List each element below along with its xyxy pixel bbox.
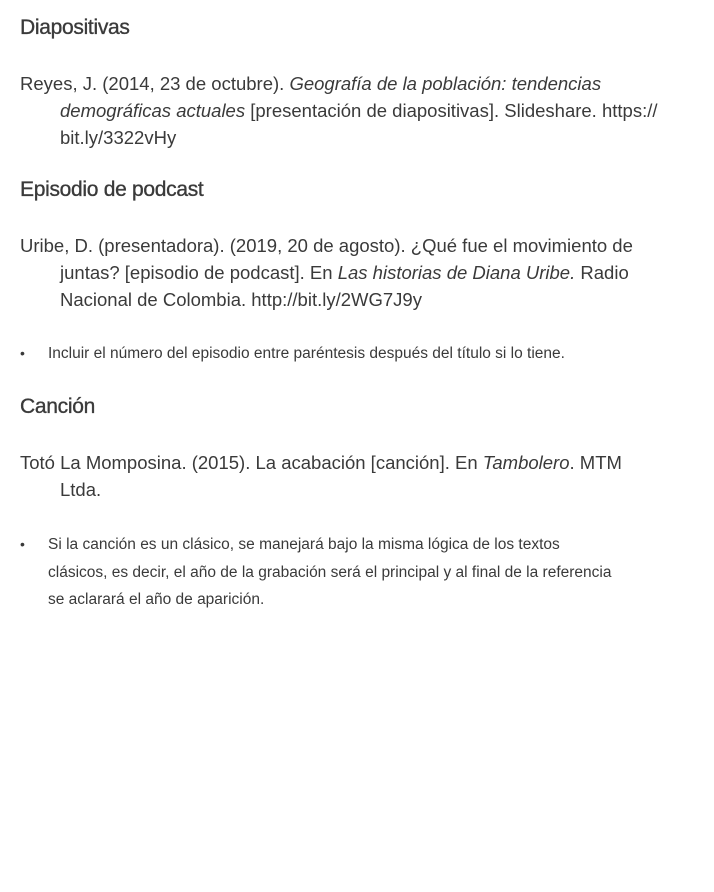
reference-text: Reyes, J. (2014, 23 de octubre). xyxy=(20,73,290,94)
reference-title-italic: Las historias de Diana Uribe. xyxy=(337,262,576,283)
reference-title-italic: demográficas actuales xyxy=(60,100,246,121)
section-heading-diapositivas: Diapositivas xyxy=(20,16,130,39)
reference-title-italic: Tambolero xyxy=(482,452,570,473)
bullet-line: clásicos, es decir, el año de la grabación será el principal y al final de la referencia xyxy=(48,563,612,581)
reference-line xyxy=(20,232,710,259)
reference-text: [presentación de diapositivas]. Slideshare. https:// xyxy=(245,100,658,121)
reference-text: Ltda. xyxy=(60,479,102,500)
reference-line xyxy=(20,449,710,476)
reference-line xyxy=(20,259,710,286)
reference-line xyxy=(20,476,710,503)
bullet-icon: • xyxy=(20,536,25,552)
reference-diapositivas xyxy=(20,70,710,151)
section-heading-podcast: Episodio de podcast xyxy=(20,178,204,201)
reference-title-italic: Geografía de la población: tendencias xyxy=(289,73,602,94)
bullet-text xyxy=(20,531,710,614)
reference-text: Uribe, D. (presentadora). (2019, 20 de agosto). ¿Qué fue el movimiento de xyxy=(20,235,633,256)
reference-line xyxy=(20,286,710,313)
reference-line xyxy=(20,70,710,97)
bullet-icon: • xyxy=(20,345,25,361)
section-heading-cancion: Canción xyxy=(20,395,95,418)
reference-url: bit.ly/3322vHy xyxy=(60,127,177,148)
bullet-text xyxy=(20,340,710,368)
reference-text: Radio xyxy=(575,262,629,283)
bullet-note-cancion xyxy=(20,531,710,614)
reference-line xyxy=(20,124,710,151)
reference-text: . MTM xyxy=(569,452,622,473)
reference-url: Nacional de Colombia. http://bit.ly/2WG7J9y xyxy=(60,289,422,310)
reference-line xyxy=(20,97,710,124)
bullet-line: Incluir el número del episodio entre paréntesis después del título si lo tiene. xyxy=(48,345,565,362)
reference-text: Totó La Momposina. (2015). La acabación [canción]. En xyxy=(20,452,483,473)
bullet-note-podcast xyxy=(20,340,710,368)
bullet-line: se aclarará el año de aparición. xyxy=(48,591,265,608)
bullet-line: Si la canción es un clásico, se manejará bajo la misma lógica de los textos xyxy=(48,536,560,553)
reference-text: juntas? [episodio de podcast]. En xyxy=(60,262,338,283)
reference-podcast xyxy=(20,232,710,313)
reference-cancion xyxy=(20,449,710,503)
